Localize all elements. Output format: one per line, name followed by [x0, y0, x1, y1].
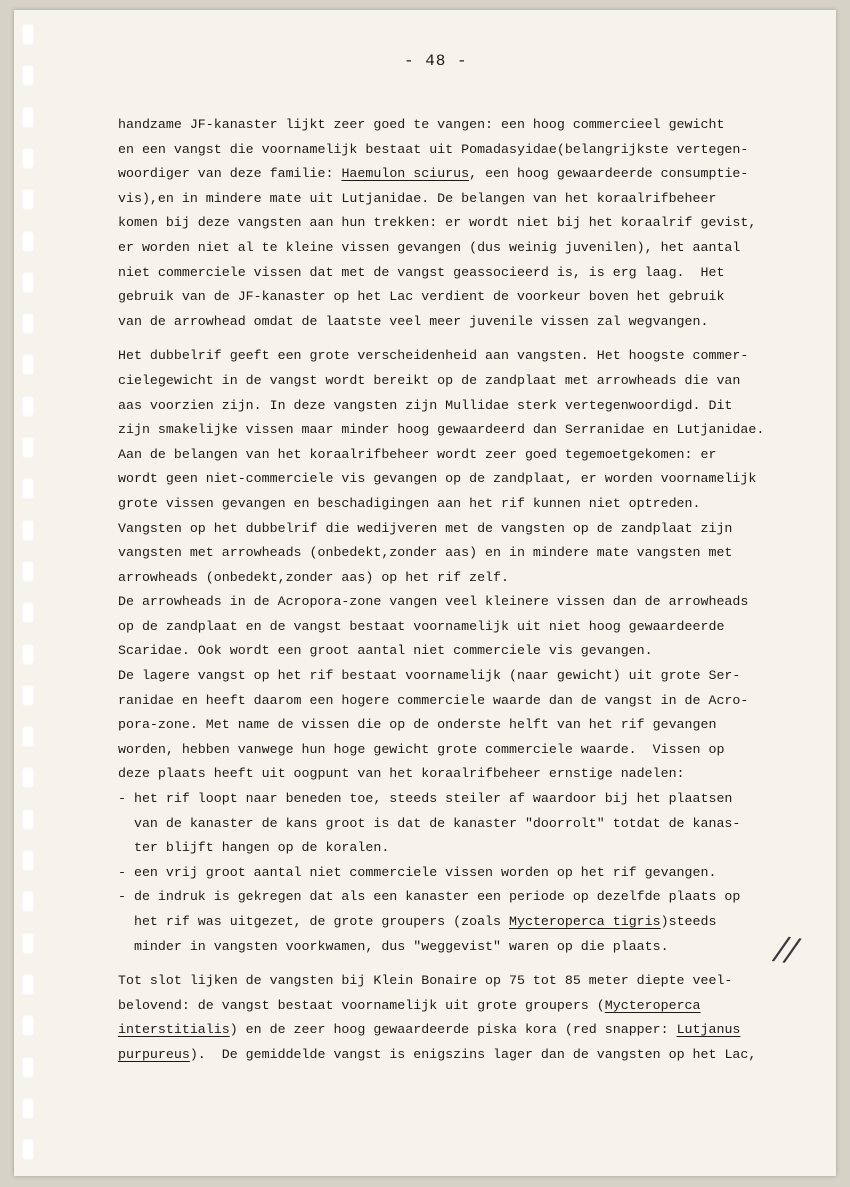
text-line	[118, 664, 818, 689]
text-line	[118, 1043, 818, 1068]
text-line	[118, 994, 818, 1019]
text-line	[118, 162, 818, 187]
binder-hole	[22, 520, 34, 541]
text-segment: grote vissen gevangen en beschadigingen aan het rif kunnen niet optreden.	[118, 495, 701, 511]
text-segment: Scaridae. Ook wordt een groot aantal niet commerciele vis gevangen.	[118, 643, 653, 659]
text-segment: op de zandplaat en de vangst bestaat voornamelijk uit niet hoog gewaardeerde	[118, 618, 725, 634]
text-line	[118, 211, 818, 236]
binder-hole	[22, 313, 34, 334]
paragraph	[118, 344, 818, 959]
binder-hole	[22, 148, 34, 169]
body-text	[118, 113, 818, 1068]
text-segment: - de indruk is gekregen dat als een kanaster een periode op dezelfde plaats op	[118, 889, 741, 905]
text-line	[118, 187, 818, 212]
binder-hole	[22, 602, 34, 623]
text-segment: niet commerciele vissen dat met de vangst geassocieerd is, is erg laag. Het	[118, 264, 725, 280]
text-segment: woordiger van deze familie:	[118, 166, 342, 182]
text-segment: van de arrowhead omdat de laatste veel meer juvenile vissen zal wegvangen.	[118, 313, 709, 329]
text-line	[118, 590, 818, 615]
underlined-species-name: Mycteroperca tigris	[509, 914, 661, 929]
text-line	[118, 935, 818, 960]
binder-hole	[22, 1057, 34, 1078]
binder-hole	[22, 933, 34, 954]
binder-hole	[22, 272, 34, 293]
text-segment: minder in vangsten voorkwamen, dus "weggevist" waren op die plaats.	[118, 938, 669, 954]
text-segment: Het dubbelrif geeft een grote verscheidenheid aan vangsten. Het hoogste commer-	[118, 348, 749, 364]
text-line	[118, 762, 818, 787]
binder-hole	[22, 107, 34, 128]
text-line	[118, 344, 818, 369]
text-segment: Aan de belangen van het koraalrifbeheer wordt zeer goed tegemoetgekomen: er	[118, 446, 717, 462]
text-line	[118, 492, 818, 517]
text-line	[118, 885, 818, 910]
text-line	[118, 236, 818, 261]
text-segment: belovend: de vangst bestaat voornamelijk uit grote groupers (	[118, 997, 605, 1013]
text-line	[118, 836, 818, 861]
text-segment: De arrowheads in de Acropora-zone vangen veel kleinere vissen dan de arrowheads	[118, 594, 749, 610]
text-segment: arrowheads (onbedekt,zonder aas) op het rif zelf.	[118, 569, 509, 585]
text-line	[118, 541, 818, 566]
binder-hole	[22, 1015, 34, 1036]
binder-hole	[22, 1139, 34, 1160]
text-segment: aas voorzien zijn. In deze vangsten zijn Mullidae sterk vertegenwoordigd. Dit	[118, 397, 733, 413]
text-segment: pora-zone. Met name de vissen die op de onderste helft van het rif gevangen	[118, 717, 717, 733]
underlined-species-name: Lutjanus	[676, 1022, 741, 1038]
text-segment: en een vangst die voornamelijk bestaat uit Pomadasyidae(belangrijkste vertegen-	[118, 141, 749, 157]
text-line	[118, 517, 818, 542]
text-segment: vangsten met arrowheads (onbedekt,zonder aas) en in mindere mate vangsten met	[118, 545, 733, 561]
text-segment: handzame JF-kanaster lijkt zeer goed te vangen: een hoog commercieel gewicht	[118, 117, 725, 132]
text-segment: worden, hebben vanwege hun hoge gewicht grote commerciele waarde. Vissen op	[118, 741, 725, 757]
text-line	[118, 713, 818, 738]
text-line	[118, 615, 818, 640]
text-segment: zijn smakelijke vissen maar minder hoog gewaardeerd dan Serranidae en Lutjanidae.	[118, 422, 765, 438]
binder-hole	[22, 1098, 34, 1119]
text-segment: ). De gemiddelde vangst is enigszins lager dan de vangsten op het Lac,	[189, 1046, 757, 1062]
text-line	[118, 418, 818, 443]
page-number: - 48 -	[404, 52, 468, 70]
text-segment: , een hoog gewaardeerde consumptie-	[469, 166, 749, 182]
text-segment: - het rif loopt naar beneden toe, steeds steiler af waardoor bij het plaatsen	[118, 791, 733, 807]
text-line	[118, 1018, 818, 1043]
binder-hole	[22, 24, 34, 45]
text-segment: gebruik van de JF-kanaster op het Lac verdient de voorkeur boven het gebruik	[118, 289, 725, 305]
text-line	[118, 738, 818, 763]
binder-hole	[22, 478, 34, 499]
binder-hole	[22, 396, 34, 417]
binder-hole	[22, 767, 34, 788]
underlined-species-name: interstitialis	[118, 1022, 230, 1038]
binder-hole	[22, 561, 34, 582]
text-segment: )steeds	[660, 914, 717, 929]
text-line	[118, 369, 818, 394]
binder-hole	[22, 726, 34, 747]
text-segment: van de kanaster de kans groot is dat de kanaster "doorrolt" totdat de kanas-	[118, 815, 741, 831]
text-line	[118, 689, 818, 714]
text-line	[118, 138, 818, 163]
text-line	[118, 394, 818, 419]
handwritten-margin-mark: //	[773, 928, 801, 970]
binder-holes	[14, 10, 44, 1176]
text-line	[118, 787, 818, 812]
text-segment: komen bij deze vangsten aan hun trekken: er wordt niet bij het koraalrif gevist,	[118, 215, 757, 231]
text-segment: ter blijft hangen op de koralen.	[118, 840, 390, 856]
binder-hole	[22, 65, 34, 86]
text-segment: - een vrij groot aantal niet commerciele vissen worden op het rif gevangen.	[118, 864, 717, 880]
text-line	[118, 113, 818, 138]
text-line	[118, 285, 818, 310]
underlined-species-name: Mycteroperca	[604, 997, 701, 1013]
binder-hole	[22, 850, 34, 871]
binder-hole	[22, 189, 34, 210]
text-line	[118, 910, 818, 935]
text-line	[118, 566, 818, 591]
paragraph	[118, 969, 818, 1067]
text-line	[118, 969, 818, 994]
binder-hole	[22, 974, 34, 995]
binder-hole	[22, 809, 34, 830]
text-line	[118, 812, 818, 837]
text-line	[118, 261, 818, 286]
binder-hole	[22, 437, 34, 458]
text-segment: Vangsten op het dubbelrif die wedijveren met de vangsten op de zandplaat zijn	[118, 520, 733, 536]
text-line	[118, 310, 818, 335]
text-segment: cielegewicht in de vangst wordt bereikt op de zandplaat met arrowheads die van	[118, 372, 741, 388]
text-line	[118, 467, 818, 492]
text-segment: deze plaats heeft uit oogpunt van het koraalrifbeheer ernstige nadelen:	[118, 766, 685, 782]
binder-hole	[22, 644, 34, 665]
document-page	[14, 10, 836, 1176]
binder-hole	[22, 891, 34, 912]
text-line	[118, 639, 818, 664]
binder-hole	[22, 231, 34, 252]
text-segment: er worden niet al te kleine vissen gevangen (dus weinig juvenilen), het aantal	[118, 239, 741, 255]
binder-hole	[22, 354, 34, 375]
text-line	[118, 861, 818, 886]
text-segment: Tot slot lijken de vangsten bij Klein Bonaire op 75 tot 85 meter diepte veel-	[118, 973, 733, 989]
underlined-species-name: Haemulon sciurus	[341, 166, 470, 182]
text-segment: het rif was uitgezet, de grote groupers (zoals	[118, 914, 509, 929]
underlined-species-name: purpureus	[118, 1046, 190, 1062]
text-segment: wordt geen niet-commerciele vis gevangen op de zandplaat, er worden voornamelijk	[118, 471, 757, 487]
text-segment: De lagere vangst op het rif bestaat voornamelijk (naar gewicht) uit grote Ser-	[118, 668, 741, 684]
binder-hole	[22, 685, 34, 706]
text-segment: ranidae en heeft daarom een hogere commerciele waarde dan de vangst in de Acro-	[118, 692, 749, 708]
text-segment: vis),en in mindere mate uit Lutjanidae. De belangen van het koraalrifbeheer	[118, 190, 717, 206]
text-segment: ) en de zeer hoog gewaardeerde piska kora (red snapper:	[229, 1022, 677, 1038]
text-line	[118, 443, 818, 468]
paragraph	[118, 113, 818, 334]
